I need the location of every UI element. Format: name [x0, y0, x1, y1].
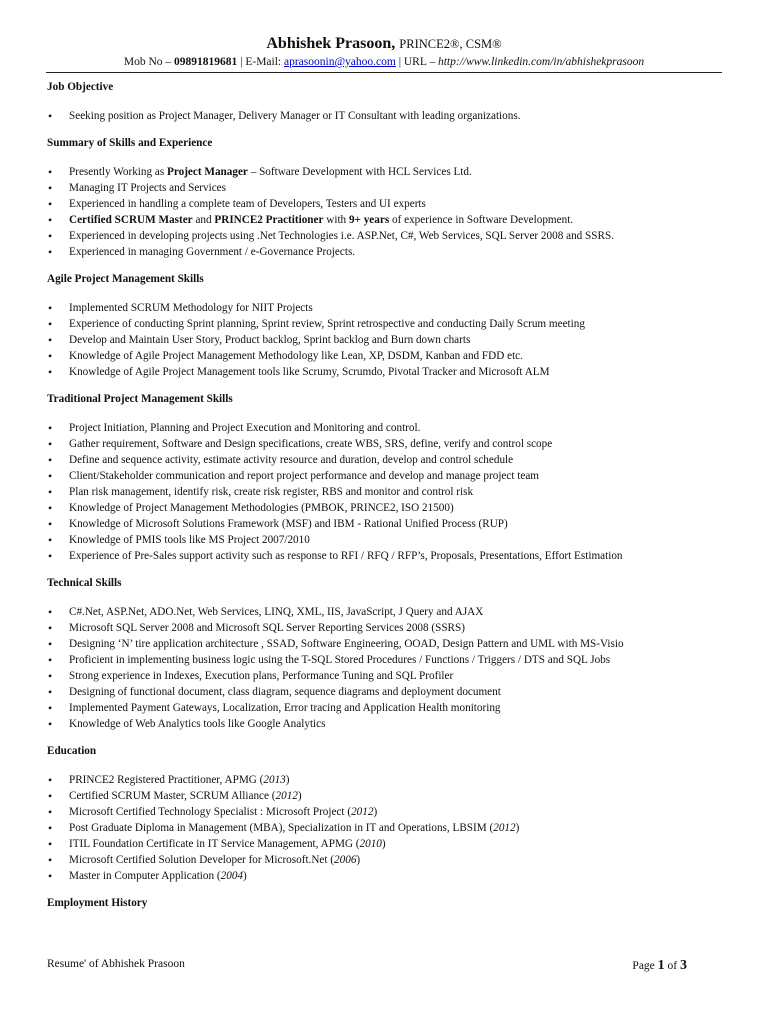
credentials: PRINCE2®, CSM® — [399, 37, 502, 51]
text-run: ) — [285, 774, 290, 786]
list-item: • Knowledge of Microsoft Solutions Framework (MSF) and IBM - Rational Unified Process (RUP) — [47, 516, 727, 532]
text-run: Certified SCRUM Master, SCRUM Alliance ( — [69, 790, 276, 802]
list-item: • Designing of functional document, class diagram, sequence diagrams and deployment document — [47, 684, 727, 700]
list-item — [47, 836, 727, 852]
list-item: • Knowledge of Agile Project Management Methodology like Lean, XP, DSDM, Kanban and FDD etc. — [47, 348, 727, 364]
year: 2012 — [351, 806, 374, 818]
url-label: | URL – — [398, 56, 436, 68]
text-run: with — [323, 214, 349, 226]
list-item — [47, 788, 727, 804]
section-title: Summary of Skills and Experience — [47, 137, 213, 149]
page-of: of — [667, 960, 678, 972]
list-item: • Gather requirement, Software and Design specifications, create WBS, SRS, define, verify and control scope — [47, 436, 727, 452]
section-title: Traditional Project Management Skills — [47, 393, 233, 405]
text-run: ) — [515, 822, 520, 834]
list-item — [47, 164, 727, 180]
list-item: • Implemented Payment Gateways, Localization, Error tracing and Application Health monitoring — [47, 700, 727, 716]
list-item: • Proficient in implementing business logic using the T-SQL Stored Procedures / Functions / Triggers / DTS and SQL Jobs — [47, 652, 727, 668]
page-total: 3 — [680, 958, 687, 973]
section-education — [47, 743, 727, 884]
linkedin-url[interactable]: http://www.linkedin.com/in/abhishekprasoon — [437, 56, 645, 68]
list-item: • Managing IT Projects and Services — [47, 180, 727, 196]
text-run: and — [192, 214, 215, 226]
text-run: ) — [243, 870, 247, 882]
section-title: Technical Skills — [47, 577, 122, 589]
list-item — [47, 820, 727, 836]
section-technical-skills — [47, 575, 727, 732]
list-item — [47, 868, 727, 884]
bullet-list — [47, 300, 727, 380]
year: 2012 — [275, 790, 298, 802]
text-run: ) — [297, 790, 302, 802]
bullet-list — [47, 420, 727, 564]
list-item: • Client/Stakeholder communication and report project performance and develop and manage project team — [47, 468, 727, 484]
page-number — [632, 958, 687, 974]
text-run: Master in Computer Application ( — [69, 870, 221, 882]
text-run: PRINCE2 Registered Practitioner, APMG ( — [69, 774, 264, 786]
text-run: ) — [356, 854, 361, 866]
text-run: Post Graduate Diploma in Management (MBA), Specialization in IT and Operations, LBSIM ( — [69, 822, 494, 834]
email-link[interactable]: aprasoonin@yahoo.com — [284, 56, 396, 68]
page-current: 1 — [657, 958, 665, 973]
text-bold: PRINCE2 Practitioner — [214, 214, 324, 226]
bullet-list — [47, 108, 727, 124]
year: 2006 — [334, 854, 357, 866]
list-item: • Develop and Maintain User Story, Product backlog, Sprint backlog and Burn down charts — [47, 332, 727, 348]
list-item — [47, 772, 727, 788]
list-item: • C#.Net, ASP.Net, ADO.Net, Web Services, LINQ, XML, IIS, JavaScript, J Query and AJAX — [47, 604, 727, 620]
text-run: ) — [381, 838, 386, 850]
list-item: • Microsoft SQL Server 2008 and Microsoft SQL Server Reporting Services 2008 (SSRS) — [47, 620, 727, 636]
list-item: • Knowledge of Web Analytics tools like Google Analytics — [47, 716, 727, 732]
bullet-list — [47, 604, 727, 732]
section-job-objective — [47, 79, 727, 124]
header-divider — [46, 72, 722, 73]
bullet-list — [47, 164, 727, 260]
mobile-number: 09891819681 — [174, 56, 238, 68]
page-label: Page — [632, 960, 655, 972]
candidate-name-line — [0, 34, 768, 54]
year: 2013 — [263, 774, 286, 786]
year: 2012 — [493, 822, 516, 834]
list-item — [47, 804, 727, 820]
email-label: | E-Mail: — [240, 56, 282, 68]
text-run: of experience in Software Development. — [389, 214, 574, 226]
section-traditional-skills — [47, 391, 727, 564]
year: 2010 — [359, 838, 382, 850]
text-bold: 9+ years — [348, 214, 390, 226]
bullet-list — [47, 772, 727, 884]
list-item: • Experience of conducting Sprint planning, Sprint review, Sprint retrospective and conducting Daily Scrum meeting — [47, 316, 727, 332]
list-item: • Designing ‘N’ tire application architecture , SSAD, Software Engineering, OOAD, Design Pattern and UML with MS-Visio — [47, 636, 727, 652]
list-item: • Knowledge of Agile Project Management tools like Scrumy, Scrumdo, Pivotal Tracker and Microsoft ALM — [47, 364, 727, 380]
list-item: • Implemented SCRUM Methodology for NIIT Projects — [47, 300, 727, 316]
list-item: • Experienced in developing projects using .Net Technologies i.e. ASP.Net, C#, Web Services, SQL Server 2008 and SSRS. — [47, 228, 727, 244]
list-item: • Strong experience in Indexes, Execution plans, Performance Tuning and SQL Profiler — [47, 668, 727, 684]
text-run: Presently Working as — [69, 166, 168, 178]
list-item: • Knowledge of PMIS tools like MS Project 2007/2010 — [47, 532, 727, 548]
list-item: • Project Initiation, Planning and Project Execution and Monitoring and control. — [47, 420, 727, 436]
text-run: Microsoft Certified Solution Developer for Microsoft.Net ( — [69, 854, 335, 866]
contact-line — [0, 54, 768, 70]
list-item: • Experience of Pre-Sales support activity such as response to RFI / RFQ / RFP’s, Proposals, Presentations, Effort Estimation — [47, 548, 727, 564]
section-title: Employment History — [47, 897, 148, 909]
resume-header — [0, 34, 768, 70]
footer-resume-label: Resume' of Abhishek Prasoon — [47, 958, 185, 970]
section-summary — [47, 135, 727, 260]
list-item: • Experienced in handling a complete team of Developers, Testers and UI experts — [47, 196, 727, 212]
section-employment-history — [47, 895, 727, 912]
text-bold: Certified SCRUM Master — [69, 214, 193, 226]
text-run: ) — [373, 806, 378, 818]
resume-body — [47, 79, 727, 912]
list-item: • Experienced in managing Government / e-Governance Projects. — [47, 244, 727, 260]
text-run: ITIL Foundation Certificate in IT Service Management, APMG ( — [69, 838, 360, 850]
year: 2004 — [220, 870, 244, 882]
text-bold: Project Manager — [167, 166, 248, 178]
list-item — [47, 852, 727, 868]
list-item — [47, 212, 727, 228]
section-title: Agile Project Management Skills — [47, 273, 204, 285]
list-item: • Define and sequence activity, estimate activity resource and duration, develop and control schedule — [47, 452, 727, 468]
section-agile-skills — [47, 271, 727, 380]
list-item: • Knowledge of Project Management Methodologies (PMBOK, PRINCE2, ISO 21500) — [47, 500, 727, 516]
mobile-label: Mob No – — [123, 56, 172, 68]
text-run: Microsoft Certified Technology Specialist : Microsoft Project ( — [69, 806, 352, 818]
candidate-name: Abhishek Prasoon, — [266, 35, 396, 52]
section-title: Education — [47, 745, 97, 757]
list-item: • Seeking position as Project Manager, Delivery Manager or IT Consultant with leading organizations. — [47, 108, 727, 124]
list-item: • Plan risk management, identify risk, create risk register, RBS and monitor and control risk — [47, 484, 727, 500]
text-run: – Software Development with HCL Services Ltd. — [247, 166, 472, 178]
section-title: Job Objective — [47, 81, 114, 93]
